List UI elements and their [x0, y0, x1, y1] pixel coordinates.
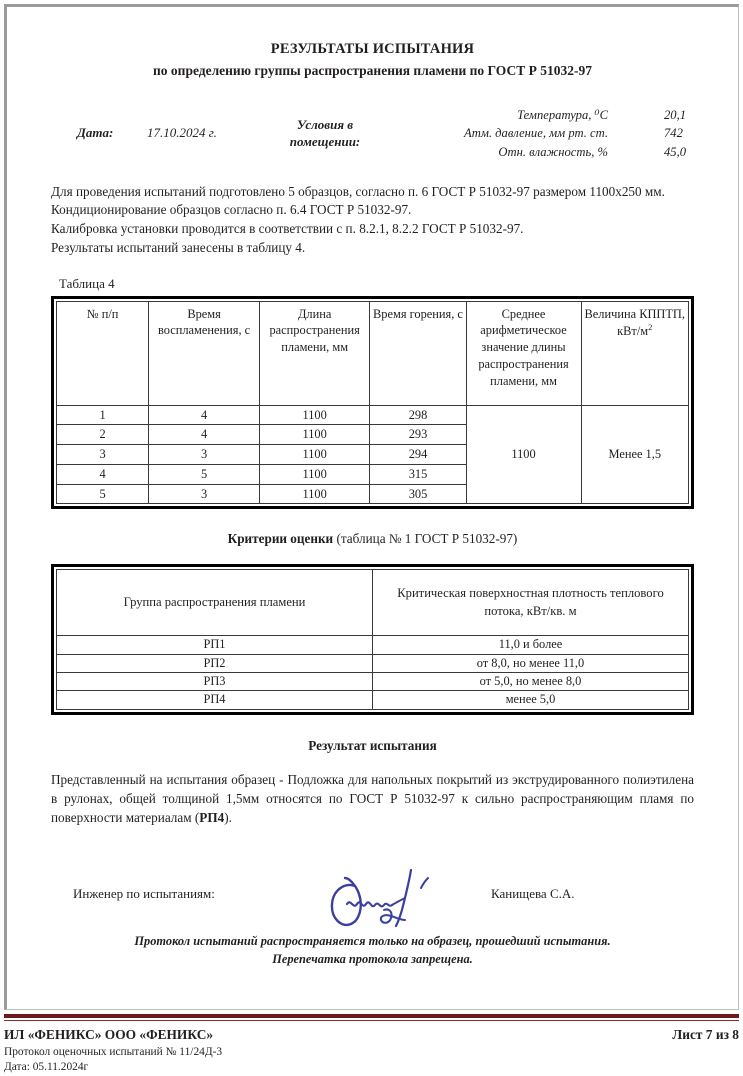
- results-table-caption: Таблица 4: [59, 275, 115, 291]
- room-conditions-label: [269, 116, 381, 151]
- column-header-burn-time: Время горения, с: [370, 301, 466, 405]
- column-header-no: № п/п: [57, 301, 149, 405]
- cell-burn-time: 294: [370, 445, 466, 465]
- page-subtitle: по определению группы распространения пламени по ГОСТ Р 51032-97: [153, 63, 592, 78]
- criteria-cell-group: РП4: [57, 691, 373, 709]
- criteria-cell-value: от 5,0, но менее 8,0: [373, 673, 689, 691]
- result-text-part1: Представленный на испытания образец - Подложка для напольных покрытий из экструдированного полиэтилена в рулонах, общей толщиной 1,5мм относятся по ГОСТ Р 51032-97 к сильно распространяющим пламя по поверхности материалам (: [51, 771, 694, 826]
- intro-line: Результаты испытаний занесены в таблицу 4.: [51, 239, 306, 255]
- criteria-cell-group: РП3: [57, 673, 373, 691]
- criteria-heading: [51, 531, 694, 547]
- table-row: [57, 636, 689, 654]
- conditions-parameter-values: [608, 106, 694, 161]
- result-text-part2: ).: [224, 810, 232, 826]
- footer-protocol-number: Протокол оценочных испытаний № 11/24Д-3: [4, 1046, 223, 1058]
- cell-flame-length: 1100: [259, 425, 370, 445]
- cell-flame-length: 1100: [259, 405, 370, 425]
- document-notice: [51, 932, 694, 969]
- cell-ignition-time: 3: [149, 484, 260, 504]
- parameter-name: Атм. давление, мм рт. ст.: [464, 126, 608, 141]
- signature-role-label: Инженер по испытаниям:: [73, 886, 215, 902]
- results-table-border: [51, 296, 694, 510]
- test-conditions-block: [51, 106, 694, 161]
- footer-organization: ИЛ «ФЕНИКС» ООО «ФЕНИКС»: [4, 1027, 214, 1042]
- intro-paragraph: [51, 183, 694, 258]
- page-footer: [4, 1014, 739, 1074]
- table-row: [57, 405, 689, 425]
- signature-name: Канищева С.А.: [491, 886, 575, 902]
- room-conditions-label-line2: помещении:: [289, 134, 361, 150]
- cell-no: 3: [57, 445, 149, 465]
- page-content: [7, 7, 738, 1009]
- result-heading: Результат испытания: [308, 737, 437, 753]
- cell-burn-time: 298: [370, 405, 466, 425]
- cell-ignition-time: 3: [149, 445, 260, 465]
- column-header-kpptp-text: Величина КППТП, кВт/м: [584, 306, 685, 339]
- criteria-cell-group: РП1: [57, 636, 373, 654]
- parameter-name: Отн. влажность, %: [498, 144, 608, 159]
- result-paragraph: [51, 770, 694, 827]
- cell-burn-time: 305: [370, 484, 466, 504]
- cell-ignition-time: 4: [149, 425, 260, 445]
- footer-date: Дата: 05.11.2024г: [4, 1061, 89, 1074]
- notice-line-2: Перепечатка протокола запрещена.: [272, 952, 473, 967]
- intro-line: Для проведения испытаний подготовлено 5 образцов, согласно п. 6 ГОСТ Р 51032-97 размером 1100х250 мм.: [51, 183, 665, 199]
- cell-flame-length: 1100: [259, 484, 370, 504]
- cell-burn-time: 293: [370, 425, 466, 445]
- cell-burn-time: 315: [370, 464, 466, 484]
- cell-kpptp-value: Менее 1,5: [581, 405, 688, 504]
- criteria-heading-rest: (таблица № 1 ГОСТ Р 51032-97): [333, 531, 518, 547]
- room-conditions-label-line1: Условия в: [296, 116, 354, 132]
- page-title: РЕЗУЛЬТАТЫ ИСПЫТАНИЯ: [270, 41, 475, 57]
- criteria-column-header-density: Критическая поверхностная плотность теплового потока, кВт/кв. м: [373, 570, 689, 636]
- criteria-cell-value: 11,0 и более: [373, 636, 689, 654]
- parameter-value: 742: [664, 126, 683, 141]
- parameter-value: 20,1: [664, 108, 687, 122]
- criteria-cell-value: менее 5,0: [373, 691, 689, 709]
- footer-details: [4, 1045, 739, 1076]
- table-row: [57, 654, 689, 672]
- cell-no: 5: [57, 484, 149, 504]
- result-group-code: РП4: [199, 810, 225, 826]
- results-table: [56, 301, 689, 505]
- table-row: [57, 673, 689, 691]
- intro-line: Калибровка установки проводится в соответствии с п. 8.2.1, 8.2.2 ГОСТ Р 51032-97.: [51, 221, 524, 237]
- column-header-mean-flame-length: Среднее арифметическое значение длины распространения пламени, мм: [466, 301, 581, 405]
- criteria-heading-bold: Критерии оценки: [227, 531, 334, 547]
- criteria-cell-group: РП2: [57, 654, 373, 672]
- criteria-column-header-group: Группа распространения пламени: [57, 570, 373, 636]
- results-table-header-row: [57, 301, 689, 405]
- criteria-table-header-row: [57, 570, 689, 636]
- document-page: [4, 4, 739, 1010]
- criteria-cell-value: от 8,0, но менее 11,0: [373, 654, 689, 672]
- table-row: [57, 691, 689, 709]
- date-label: Дата:: [77, 125, 114, 141]
- footer-page-number: Лист 7 из 8: [672, 1027, 739, 1042]
- cell-flame-length: 1100: [259, 445, 370, 465]
- notice-line-1: Протокол испытаний распространяется только на образец, прошедший испытания.: [134, 933, 611, 948]
- date-value: 17.10.2024 г.: [147, 125, 217, 141]
- cell-no: 2: [57, 425, 149, 445]
- parameter-name: Температура, ⁰C: [517, 108, 608, 122]
- conditions-parameter-names: [464, 106, 608, 161]
- cell-mean-flame-length: 1100: [466, 405, 581, 504]
- cell-no: 4: [57, 464, 149, 484]
- column-header-flame-length: Длина распространения пламени, мм: [259, 301, 370, 405]
- kpptp-superscript: 2: [648, 322, 653, 333]
- footer-main-row: [4, 1027, 739, 1043]
- cell-flame-length: 1100: [259, 464, 370, 484]
- column-header-ignition-time: Время воспламенения, с: [149, 301, 260, 405]
- conditions-parameters: [381, 106, 694, 161]
- criteria-table: [56, 569, 689, 709]
- cell-no: 1: [57, 405, 149, 425]
- criteria-table-border: [51, 564, 694, 714]
- intro-line: Кондиционирование образцов согласно п. 6.4 ГОСТ Р 51032-97.: [51, 202, 412, 218]
- parameter-value: 45,0: [664, 144, 687, 159]
- cell-ignition-time: 5: [149, 464, 260, 484]
- column-header-kpptp: [581, 301, 688, 405]
- cell-ignition-time: 4: [149, 405, 260, 425]
